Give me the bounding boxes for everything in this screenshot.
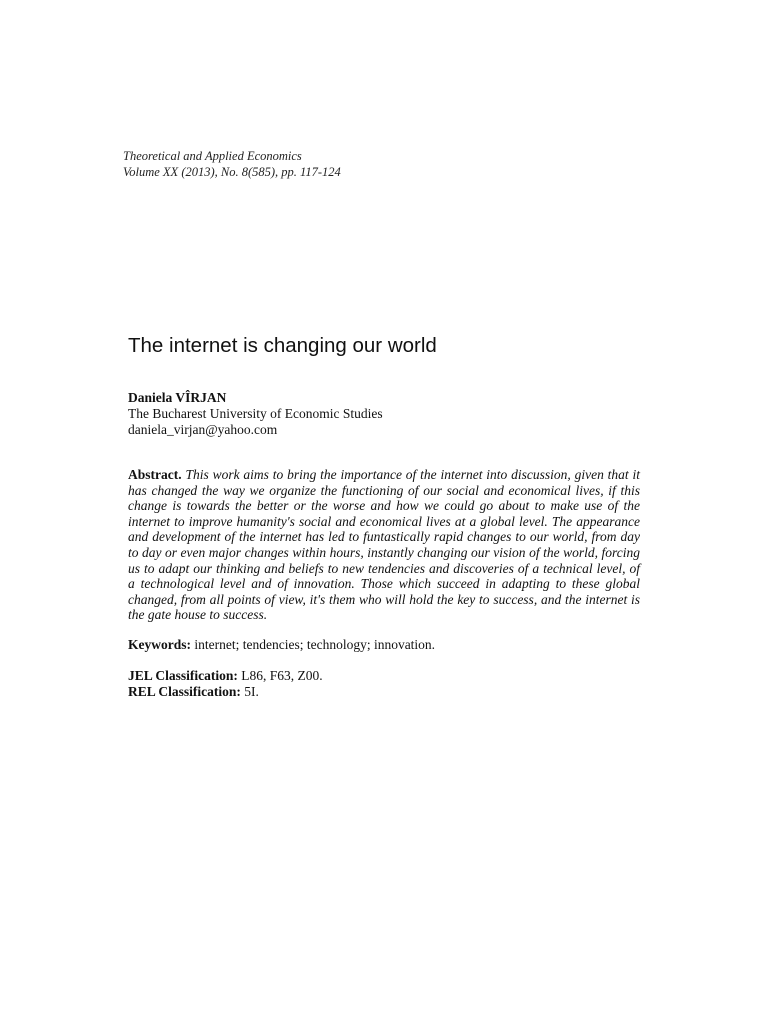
keywords-text: internet; tendencies; technology; innovation. <box>194 637 436 652</box>
rel-classification <box>128 684 323 700</box>
journal-volume: Volume XX (2013), No. 8(585), pp. 117-124 <box>123 165 341 179</box>
author-affiliation: The Bucharest University of Economic Studies <box>128 406 383 421</box>
author-email[interactable]: daniela_virjan@yahoo.com <box>128 422 278 437</box>
abstract-label: Abstract. <box>128 467 182 482</box>
journal-name: Theoretical and Applied Economics <box>123 149 302 163</box>
author-name: Daniela VÎRJAN <box>128 390 227 405</box>
keywords-label: Keywords: <box>128 637 191 652</box>
jel-classification <box>128 668 323 684</box>
classification-block <box>128 668 323 699</box>
keywords-line <box>128 637 435 653</box>
jel-label: JEL Classification: <box>128 668 238 683</box>
article-title: The internet is changing our world <box>128 334 437 357</box>
rel-value: 5I. <box>244 683 259 699</box>
abstract-text: This work aims to bring the importance of the internet into discussion, given that it has changed the way we organize the functioning of our social and economical lives, if this change is towards the better or the worse and how we could go about to make use of the internet to improve humanity's social and economical lives at a global level. The appearance and development of the internet has led to funtastically rapid changes to our world, from day to day or even major changes within hours, instantly changing our vision of the world, forcing us to adapt our thinking and beliefs to new tendencies and discoveries of a technical level, of a technological level and of innovation. Those which succeed in adapting to these global changed, from all points of view, it's them who will hold the key to success, and the internet is the gate house to success. <box>128 467 641 623</box>
jel-value: L86, F63, Z00. <box>241 668 323 683</box>
abstract-paragraph <box>128 467 640 623</box>
rel-label: REL Classification: <box>128 683 241 699</box>
journal-header <box>123 148 341 180</box>
author-block <box>128 390 383 438</box>
